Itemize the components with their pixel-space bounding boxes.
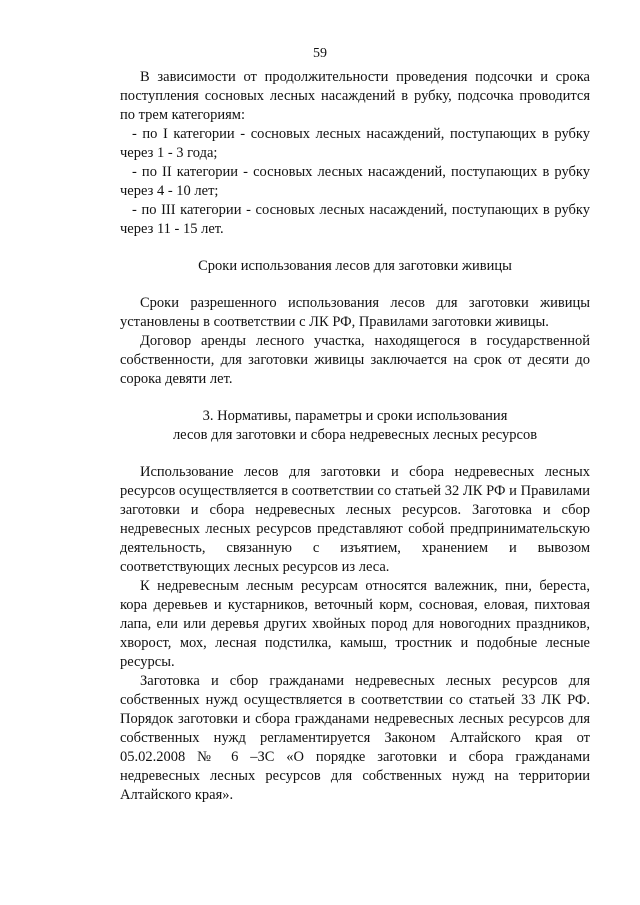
list-item: - по I категории - сосновых лесных насаждений, поступающих в рубку через 1 - 3 года; [120,126,590,161]
body-paragraph: Договор аренды лесного участка, находящегося в государственной собственности, для заготовки живицы заключается на срок от десяти до сорока девяти лет. [120,333,590,387]
body-paragraph: Заготовка и сбор гражданами недревесных лесных ресурсов для собственных нужд осуществляется в соответствии со статьей 33 ЛК РФ. Порядок заготовки и сбора гражданами недревесных лесных ресурсов для собственных нужд регламентируется Законом Алтайского края от 05.02.2008 № 6 –ЗС «О порядке заготовки и сбора гражданами недревесных лесных ресурсов для собственных нужд на территории Алтайского края». [120,673,590,803]
list-item: - по II категории - сосновых лесных насаждений, поступающих в рубку через 4 - 10 лет; [120,164,590,199]
body-paragraph: Сроки разрешенного использования лесов для заготовки живицы установлены в соответствии с ЛК РФ, Правилами заготовки живицы. [120,295,590,330]
list-item: - по III категории - сосновых лесных насаждений, поступающих в рубку через 11 - 15 лет. [120,202,590,237]
section-heading-3-line1: 3. Нормативы, параметры и сроки использования [202,408,508,424]
intro-paragraph: В зависимости от продолжительности проведения подсочки и срока поступления сосновых лесных насаждений в рубку, подсочка проводится по трем категориям: [120,69,590,123]
page-content [120,68,590,805]
page-number: 59 [313,46,327,61]
section-heading-3-line2: лесов для заготовки и сбора недревесных лесных ресурсов [172,427,538,443]
body-paragraph: Использование лесов для заготовки и сбора недревесных лесных ресурсов осуществляется в соответствии со статьей 32 ЛК РФ и Правилами заготовки и сбора недревесных лесных ресурсов. Заготовка и сбор недревесных лесных ресурсов представляют собой предпринимательскую деятельность, связанную с изъятием, хранением и вывозом соответствующих лесных ресурсов из леса. [120,464,590,575]
section-heading-terms: Сроки использования лесов для заготовки живицы [198,258,512,274]
body-paragraph: К недревесным лесным ресурсам относятся валежник, пни, береста, кора деревьев и кустарников, веточный корм, сосновая, еловая, пихтовая лапа, ели или деревья других хвойных пород для новогодних праздников, хворост, мох, лесная подстилка, камыш, тростник и подобные лесные ресурсы. [120,578,590,670]
